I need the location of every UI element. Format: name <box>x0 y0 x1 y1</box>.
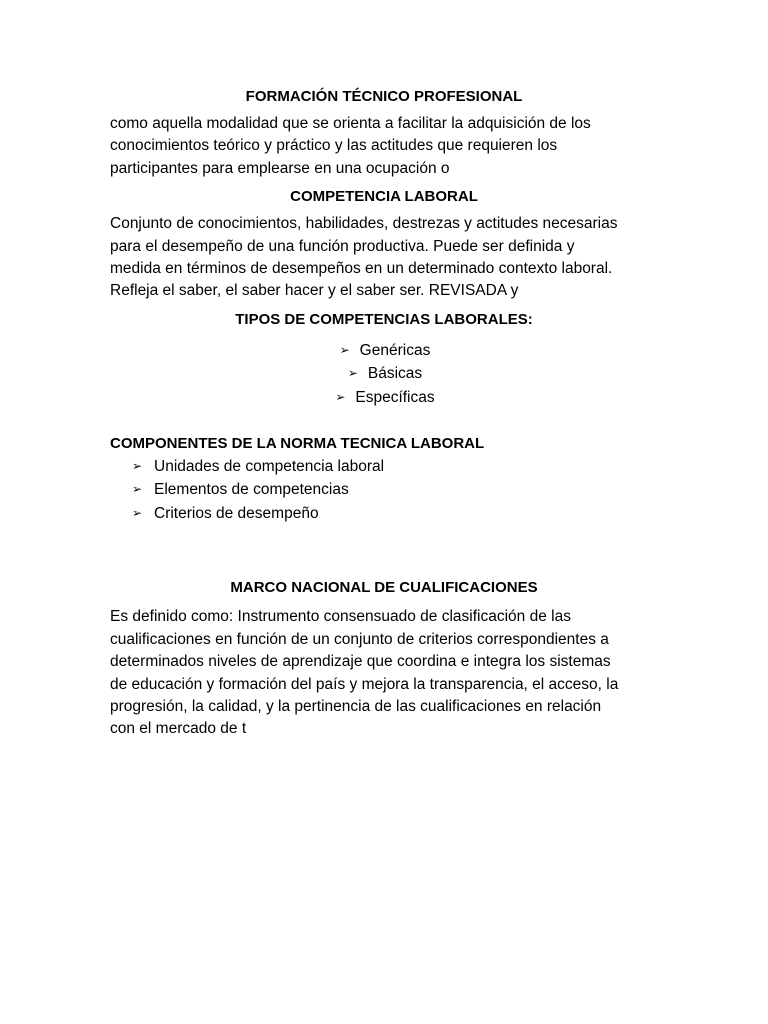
list-item-label: Genéricas <box>359 341 431 359</box>
paragraph-line: progresión, la calidad, y la pertinencia de las cualificaciones en relación <box>110 697 602 715</box>
paragraph-line: cualificaciones en función de un conjunto de criterios correspondientes a <box>110 630 609 648</box>
list-item-label: Básicas <box>367 365 423 383</box>
arrowhead-bullet-icon: ➢ <box>132 459 143 474</box>
list-item-label: Elementos de competencias <box>154 481 349 499</box>
paragraph-line: como aquella modalidad que se orienta a facilitar la adquisición de los <box>110 115 591 132</box>
heading-componentes-norma: COMPONENTES DE LA NORMA TECNICA LABORAL <box>110 435 485 453</box>
paragraph-line: participantes para emplearse en una ocupación o <box>110 159 450 177</box>
paragraph-formacion <box>110 113 658 180</box>
arrowhead-bullet-icon: ➢ <box>335 389 346 404</box>
document-content <box>110 86 658 741</box>
list-item <box>110 502 658 525</box>
paragraph-line: con el mercado de t <box>110 720 247 738</box>
paragraph-line: Conjunto de conocimientos, habilidades, destrezas y actitudes necesarias <box>110 215 618 233</box>
paragraph-marco <box>110 606 658 740</box>
paragraph-line: determinados niveles de aprendizaje que coordina e integra los sistemas <box>110 653 611 671</box>
arrowhead-bullet-icon: ➢ <box>132 505 143 520</box>
arrowhead-bullet-icon: ➢ <box>339 342 350 357</box>
list-item-label: Criterios de desempeño <box>154 504 319 522</box>
paragraph-line: Refleja el saber, el saber hacer y el saber ser. REVISADA y <box>110 282 519 300</box>
heading-competencia-laboral: COMPETENCIA LABORAL <box>290 188 478 206</box>
list-item-label: Específicas <box>355 388 435 406</box>
paragraph-line: medida en términos de desempeños en un determinado contexto laboral. <box>110 260 613 278</box>
arrowhead-bullet-icon: ➢ <box>347 366 358 381</box>
list-componentes-norma <box>110 455 658 525</box>
heading-formacion-tecnico-profesional: FORMACIÓN TÉCNICO PROFESIONAL <box>245 88 523 105</box>
heading-marco-nacional: MARCO NACIONAL DE CUALIFICACIONES <box>230 579 538 597</box>
list-item <box>110 386 658 409</box>
paragraph-competencia <box>110 213 658 303</box>
list-item <box>110 362 658 385</box>
list-item-label: Unidades de competencia laboral <box>154 458 385 476</box>
paragraph-line: Es definido como: Instrumento consensuado de clasificación de las <box>110 608 571 626</box>
heading-tipos-competencias: TIPOS DE COMPETENCIAS LABORALES: <box>235 310 533 328</box>
list-item <box>110 455 658 478</box>
paragraph-line: para el desempeño de una función productiva. Puede ser definida y <box>110 237 575 255</box>
paragraph-line: conocimientos teórico y práctico y las actitudes que requieren los <box>110 137 558 155</box>
list-item <box>110 339 658 362</box>
list-tipos-competencias <box>110 339 658 409</box>
arrowhead-bullet-icon: ➢ <box>132 482 143 497</box>
list-item <box>110 478 658 501</box>
paragraph-line: de educación y formación del país y mejora la transparencia, el acceso, la <box>110 675 619 693</box>
